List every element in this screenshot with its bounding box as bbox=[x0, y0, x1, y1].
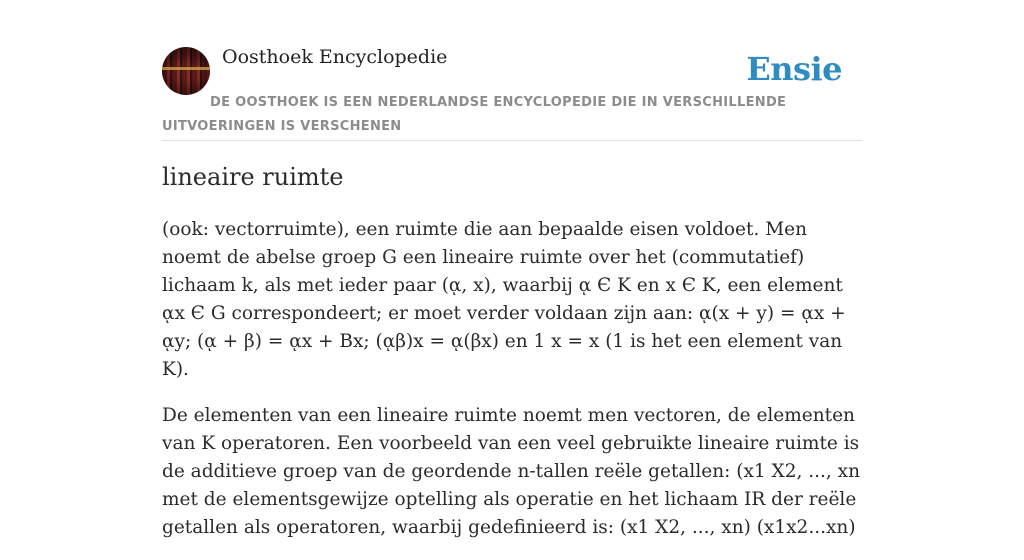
brand-logo[interactable]: Ensie bbox=[746, 50, 842, 88]
site-tagline: DE OOSTHOEK IS EEN NEDERLANDSE ENCYCLOPEDIE DIE IN VERSCHILLENDE UITVOERINGEN IS VERSCHENEN bbox=[162, 95, 787, 134]
article-body bbox=[162, 216, 862, 560]
article-paragraph: (ook: vectorruimte), een ruimte die aan bepaalde eisen voldoet. Men noemt de abelse groep G een lineaire ruimte over het (commutatief) lichaam k, als met ieder paar (ᾳ, x), waarbij ᾳ Є K en x Є K, een element ᾳx Є G correspondeert; er moet verder voldaan zijn aan: ᾳ(x + y) = ᾳx + ᾳy; (ᾳ + β) = ᾳx + Bx; (ᾳβ)x = ᾳ(βx) en 1 x = x (1 is het een element van K). bbox=[162, 219, 846, 380]
article-paragraph: De elementen van een lineaire ruimte noemt men vectoren, de elementen van K operatoren. Een voorbeeld van een veel gebruikte lineaire ruimte is de additieve groep van de geordende n-tallen reële getallen: (x1 X2, ..., xn met de elementsgewijze optelling als operatie en het lichaam IR der reële getallen als operatoren, waarbij gedefinieerd is: (x1 X2, ..., xn) (x1x2...xn) bbox=[162, 405, 860, 538]
site-header bbox=[162, 0, 862, 141]
encyclopedia-avatar[interactable] bbox=[162, 47, 210, 95]
page bbox=[162, 0, 862, 538]
article-title: lineaire ruimte bbox=[162, 163, 344, 191]
site-name[interactable]: Oosthoek Encyclopedie bbox=[222, 46, 448, 68]
